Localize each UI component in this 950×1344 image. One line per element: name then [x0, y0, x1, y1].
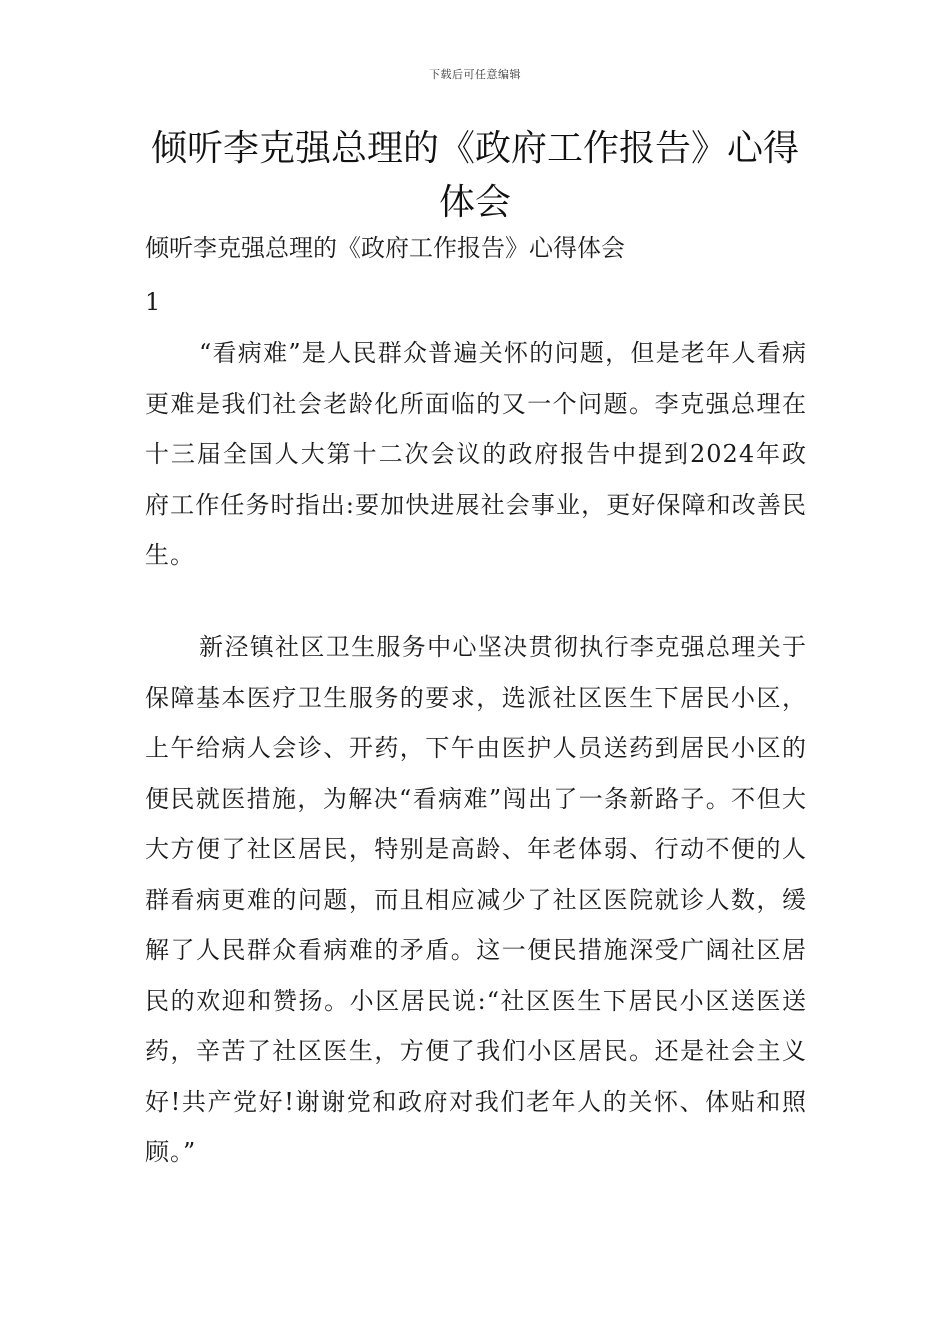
document-title: 倾听李克强总理的《政府工作报告》心得体会	[150, 128, 799, 223]
document-subtitle: 倾听李克强总理的《政府工作报告》心得体会	[145, 234, 625, 262]
header-note: 下载后可任意编辑	[429, 68, 521, 81]
paragraph-2: 新泾镇社区卫生服务中心坚决贯彻执行李克强总理关于保障基本医疗卫生服务的要求，选派社区医生下居民小区，上午给病人会诊、开药，下午由医护人员送药到居民小区的便民就医措施，为解决“看病难”闯出了一条新路子。不但大大方便了社区居民，特别是高龄、年老体弱、行动不便的人群看病更难的问题，而且相应减少了社区医院就诊人数，缓解了人民群众看病难的矛盾。这一便民措施深受广阔社区居民的欢迎和赞扬。小区居民说:“社区医生下居民小区送医送药，辛苦了社区医生，方便了我们小区居民。还是社会主义好!共产党好!谢谢党和政府对我们老年人的关怀、体贴和照顾。”	[145, 633, 807, 1166]
paragraph-1: “看病难”是人民群众普遍关怀的问题，但是老年人看病更难是我们社会老龄化所面临的又一个问题。李克强总理在十三届全国人大第十二次会议的政府报告中提到2024年政府工作任务时指出:要加快进展社会事业，更好保障和改善民生。	[145, 339, 807, 569]
section-number: 1	[145, 288, 161, 316]
